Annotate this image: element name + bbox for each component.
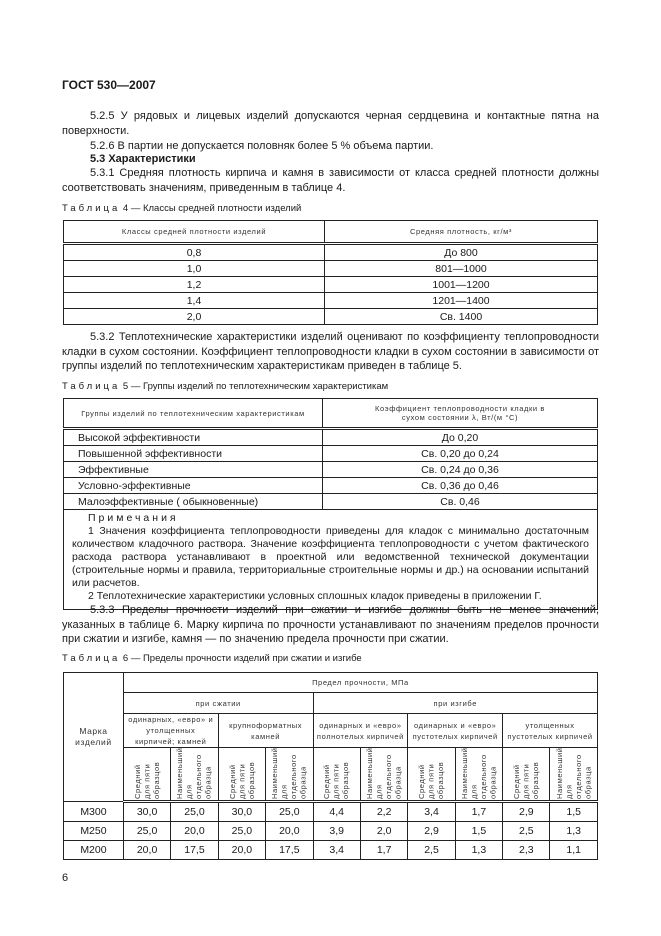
group-header: одинарных, «евро» и утолщенных кирпичей; камней	[123, 714, 218, 748]
subcolumn-header-text: Средний для пяти образцов	[512, 761, 541, 799]
subcolumn-header	[123, 748, 170, 802]
value-cell: 2,9	[503, 802, 550, 822]
mark-cell: М200	[64, 841, 124, 860]
table-caption-text: 5 — Группы изделий по теплотехническим характеристикам	[122, 381, 389, 392]
subcolumn-header-text: Наименьший для отдельного образца	[175, 747, 213, 799]
value-cell: 2,0	[360, 822, 407, 841]
group-header: одинарных и «евро» пустотелых кирпичей	[408, 714, 503, 748]
value-cell: 2,5	[408, 841, 455, 860]
value-cell: 1,5	[550, 802, 598, 822]
column-header: Группы изделий по теплотехническим характеристикам	[64, 399, 323, 429]
table-cell: Малоэффективные ( обыкновенные)	[64, 494, 323, 510]
table-4	[63, 220, 598, 325]
table-row	[64, 462, 598, 478]
paragraph-text: 5.3.1 Средняя плотность кирпича и камня в зависимости от класса средней плотности должны соответствовать значениям, приведенным в таблице 4.	[62, 167, 599, 194]
value-cell: 20,0	[123, 841, 170, 860]
subcolumn-header-text: Средний для пяти образцов	[227, 761, 256, 799]
column-header: Средняя плотность, кг/м³	[325, 221, 598, 244]
group-header: одинарных и «евро» полнотелых кирпичей	[313, 714, 408, 748]
table-cell: Повышенной эффективности	[64, 446, 323, 462]
subcolumn-header-text: Наименьший для отдельного образца	[365, 747, 403, 799]
paragraph-text: 5.3.2 Теплотехнические характеристики изделий оценивают по коэффициенту теплопроводности кладки в сухом состоянии. Коэффициент теплопроводности кладки в сухом состоянии в зависимости от группы изделий по теплотехническим характеристикам приведен в таблице 5.	[62, 331, 599, 372]
group-header: утолщенных пустотелых кирпичей	[503, 714, 598, 748]
note: 2 Теплотехнические характеристики условных сплошных кладок приведены в приложении Г.	[88, 590, 542, 602]
table-row	[64, 261, 598, 277]
table-cell: 1,0	[64, 261, 325, 277]
table-notes	[64, 510, 598, 610]
page-number: 6	[62, 872, 69, 884]
paragraph-5-3-2	[62, 330, 599, 374]
table5-caption	[62, 381, 388, 392]
table-row	[64, 293, 598, 309]
table-label: Таблица	[62, 203, 121, 214]
value-cell: 1,1	[550, 841, 598, 860]
table-row	[64, 309, 598, 325]
paragraph-text: 5.2.6 В партии не допускается половняк более 5 % объема партии.	[90, 140, 434, 152]
value-cell: 4,4	[313, 802, 360, 822]
table-cell: 801—1000	[325, 261, 598, 277]
subcolumn-header-text: Наименьший для отдельного образца	[554, 747, 593, 799]
table-caption-text: 6 — Пределы прочности изделий при сжатии и изгибе	[122, 653, 362, 664]
value-cell: 2,5	[503, 822, 550, 841]
table-cell: 1001—1200	[325, 277, 598, 293]
table-cell: Условно-эффективные	[64, 478, 323, 494]
table-cell: До 800	[325, 244, 598, 261]
table-cell: Св. 0,46	[323, 494, 598, 510]
subcolumn-header-text: Средний для пяти образцов	[132, 761, 161, 799]
compression-header: при сжатии	[123, 693, 313, 714]
strength-header: Предел прочности, МПа	[123, 673, 597, 693]
subcolumn-header-text: Средний для пяти образцов	[417, 761, 446, 799]
table-row	[64, 822, 598, 841]
value-cell: 1,7	[360, 841, 407, 860]
column-header: Коэффициент теплопроводности кладки в сухом состоянии λ, Вт/(м °С)	[323, 399, 598, 429]
table-label: Таблица	[62, 653, 121, 664]
section-title: 5.3 Характеристики	[90, 153, 196, 165]
mark-cell: М300	[64, 802, 124, 822]
value-cell: 2,2	[360, 802, 407, 822]
value-cell: 1,3	[550, 822, 598, 841]
table-cell: 1,2	[64, 277, 325, 293]
table-row	[64, 244, 598, 261]
table-row	[64, 277, 598, 293]
table-row	[64, 494, 598, 510]
table-row	[64, 802, 598, 822]
subcolumn-header	[408, 748, 455, 802]
paragraph-5-3-3	[62, 603, 599, 647]
subcolumn-header-text: Средний для пяти образцов	[322, 761, 351, 799]
table-row	[64, 429, 598, 446]
group-header: крупноформатных камней	[218, 714, 313, 748]
value-cell: 25,0	[266, 802, 313, 822]
subcolumn-header	[218, 748, 265, 802]
subcolumn-header	[360, 748, 407, 802]
table-row	[64, 446, 598, 462]
paragraph-text: 5.3.3 Пределы прочности изделий при сжатии и изгибе должны быть не менее значений, указанных в таблице 6. Марку кирпича по прочности устанавливают по значениям пределов прочности при сжатии и изгибе, камня — по значению предела прочности при сжатии.	[62, 604, 599, 645]
paragraph-text: 5.2.5 У рядовых и лицевых изделий допускаются черная сердцевина и контактные пятна на поверхности.	[62, 110, 599, 137]
value-cell: 20,0	[218, 841, 265, 860]
subcolumn-header	[313, 748, 360, 802]
table-cell: Св. 1400	[325, 309, 598, 325]
value-cell: 25,0	[218, 822, 265, 841]
table-cell: 0,8	[64, 244, 325, 261]
table-row	[64, 841, 598, 860]
notes-title: Примечания	[88, 512, 179, 524]
mark-cell: М250	[64, 822, 124, 841]
table-5	[63, 398, 598, 610]
value-cell: 3,9	[313, 822, 360, 841]
value-cell: 1,7	[455, 802, 502, 822]
value-cell: 25,0	[123, 822, 170, 841]
section-5-3-heading	[62, 152, 599, 167]
table-cell: Св. 0,20 до 0,24	[323, 446, 598, 462]
value-cell: 1,5	[455, 822, 502, 841]
subcolumn-header-text: Наименьший для отдельного образца	[270, 747, 308, 799]
mark-header: Марка изделий	[64, 673, 124, 802]
table-row	[64, 478, 598, 494]
value-cell: 30,0	[218, 802, 265, 822]
table-cell: 1201—1400	[325, 293, 598, 309]
table-cell: 2,0	[64, 309, 325, 325]
table-cell: Высокой эффективности	[64, 429, 323, 446]
value-cell: 17,5	[171, 841, 218, 860]
value-cell: 3,4	[408, 802, 455, 822]
note: 1 Значения коэффициента теплопроводности приведены для кладок с минимально достаточным количеством кладочного раствора. Значение коэффициента теплопроводности с учетом фактического расхода раствора устанавливают в проектной или ведомственной технической документации (строительные нормы и правила, территориальные строительные нормы и др.) на основании испытаний или расчетов.	[72, 525, 589, 589]
bending-header: при изгибе	[313, 693, 597, 714]
value-cell: 30,0	[123, 802, 170, 822]
table-cell: Св. 0,24 до 0,36	[323, 462, 598, 478]
paragraph-5-3-1	[62, 166, 599, 195]
value-cell: 20,0	[266, 822, 313, 841]
value-cell: 3,4	[313, 841, 360, 860]
subcolumn-header	[503, 748, 550, 802]
table-cell: Св. 0,36 до 0,46	[323, 478, 598, 494]
table-cell: Эффективные	[64, 462, 323, 478]
table-caption-text: 4 — Классы средней плотности изделий	[122, 203, 302, 214]
table-cell: 1,4	[64, 293, 325, 309]
value-cell: 25,0	[171, 802, 218, 822]
subcolumn-header	[266, 748, 313, 802]
subcolumn-header	[455, 748, 502, 802]
table4-caption	[62, 203, 301, 214]
subcolumn-header-text: Наименьший для отдельного образца	[459, 747, 498, 799]
table-6	[63, 672, 598, 860]
column-header: Классы средней плотности изделий	[64, 221, 325, 244]
table-cell: До 0,20	[323, 429, 598, 446]
value-cell: 2,9	[408, 822, 455, 841]
subcolumn-header	[550, 748, 598, 802]
table-label: Таблица	[62, 381, 121, 392]
value-cell: 17,5	[266, 841, 313, 860]
table6-caption	[62, 653, 362, 664]
paragraph-5-2-5	[62, 109, 599, 138]
value-cell: 20,0	[171, 822, 218, 841]
value-cell: 2,3	[503, 841, 550, 860]
subcolumn-header	[171, 748, 218, 802]
value-cell: 1,3	[455, 841, 502, 860]
document-header: ГОСТ 530—2007	[62, 78, 156, 92]
